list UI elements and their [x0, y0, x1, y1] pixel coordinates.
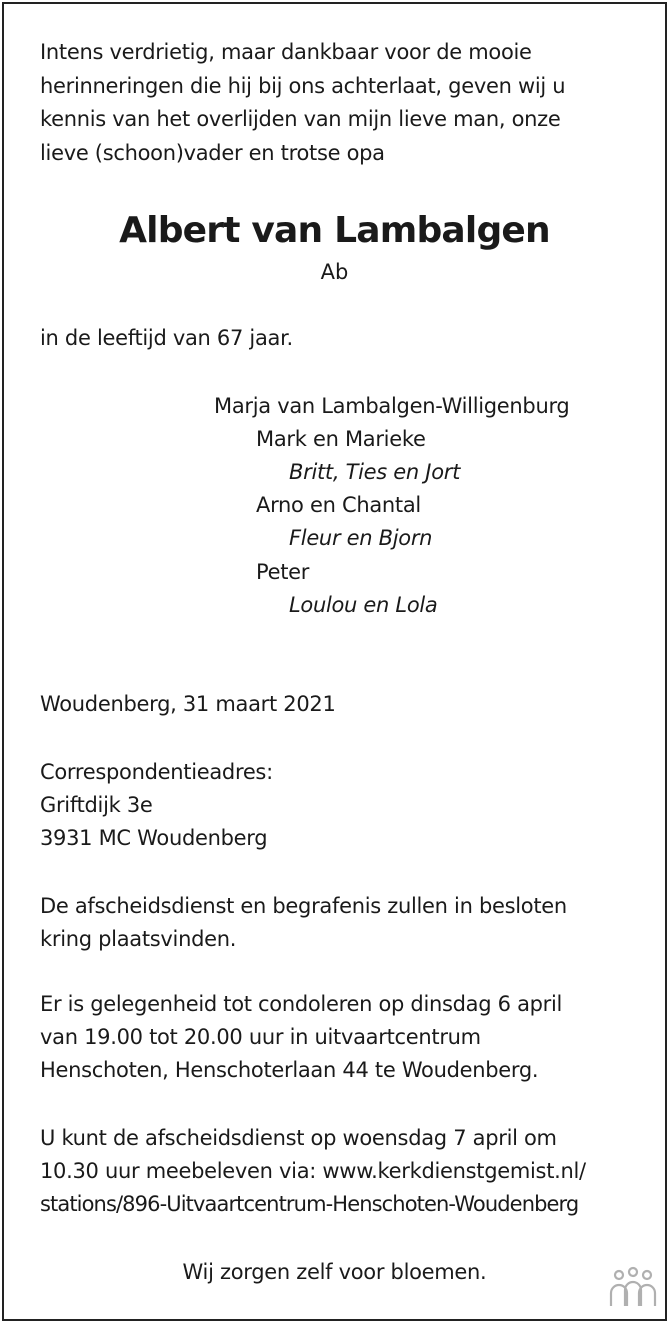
flowers-note: Wij zorgen zelf voor bloemen.	[182, 1260, 487, 1284]
deceased-name: Albert van Lambalgen	[119, 210, 550, 251]
spouse-name: Marja van Lambalgen-Willigenburg	[214, 394, 570, 418]
service-text	[40, 890, 567, 956]
service-line: De afscheidsdienst en begrafenis zullen in besloten	[40, 894, 567, 918]
child-names: Peter	[256, 560, 310, 584]
online-line: U kunt de afscheidsdienst op woensdag 7 april om	[40, 1126, 557, 1150]
grandchildren-names: Loulou en Lola	[289, 593, 438, 617]
age-line: in de leeftijd van 67 jaar.	[40, 326, 293, 350]
intro-line: lieve (schoon)vader en trotse opa	[40, 140, 385, 165]
online-url-line: stations/896-Uitvaartcentrum-Henschoten-Woudenberg	[40, 1192, 579, 1216]
grandchildren-names: Britt, Ties en Jort	[289, 460, 461, 484]
place-date: Woudenberg, 31 maart 2021	[40, 692, 336, 716]
intro-text	[40, 36, 565, 170]
intro-line: Intens verdrietig, maar dankbaar voor de mooie	[40, 40, 532, 64]
address-street: Griftdijk 3e	[40, 793, 153, 817]
child-names: Arno en Chantal	[256, 493, 421, 517]
online-service-text	[40, 1122, 586, 1221]
intro-line: kennis van het overlijden van mijn lieve man, onze	[40, 107, 561, 131]
address-city: 3931 MC Woudenberg	[40, 826, 268, 850]
condolence-line: Henschoten, Henschoterlaan 44 te Woudenberg.	[40, 1058, 539, 1082]
child-names: Mark en Marieke	[256, 427, 426, 451]
correspondence-address	[40, 756, 273, 855]
condolence-text	[40, 988, 562, 1087]
deceased-nickname: Ab	[320, 260, 349, 284]
service-line: kring plaatsvinden.	[40, 927, 237, 951]
intro-line: herinneringen die hij bij ons achterlaat, geven wij u	[40, 73, 566, 98]
condolence-line: Er is gelegenheid tot condoleren op dinsdag 6 april	[40, 992, 563, 1016]
condolence-line: van 19.00 tot 20.00 uur in uitvaartcentrum	[40, 1025, 481, 1049]
people-group-icon	[608, 1266, 658, 1308]
grandchildren-names: Fleur en Bjorn	[289, 526, 433, 550]
address-label: Correspondentieadres:	[40, 760, 273, 784]
online-line: 10.30 uur meebeleven via: www.kerkdienstgemist.nl/	[40, 1159, 586, 1183]
